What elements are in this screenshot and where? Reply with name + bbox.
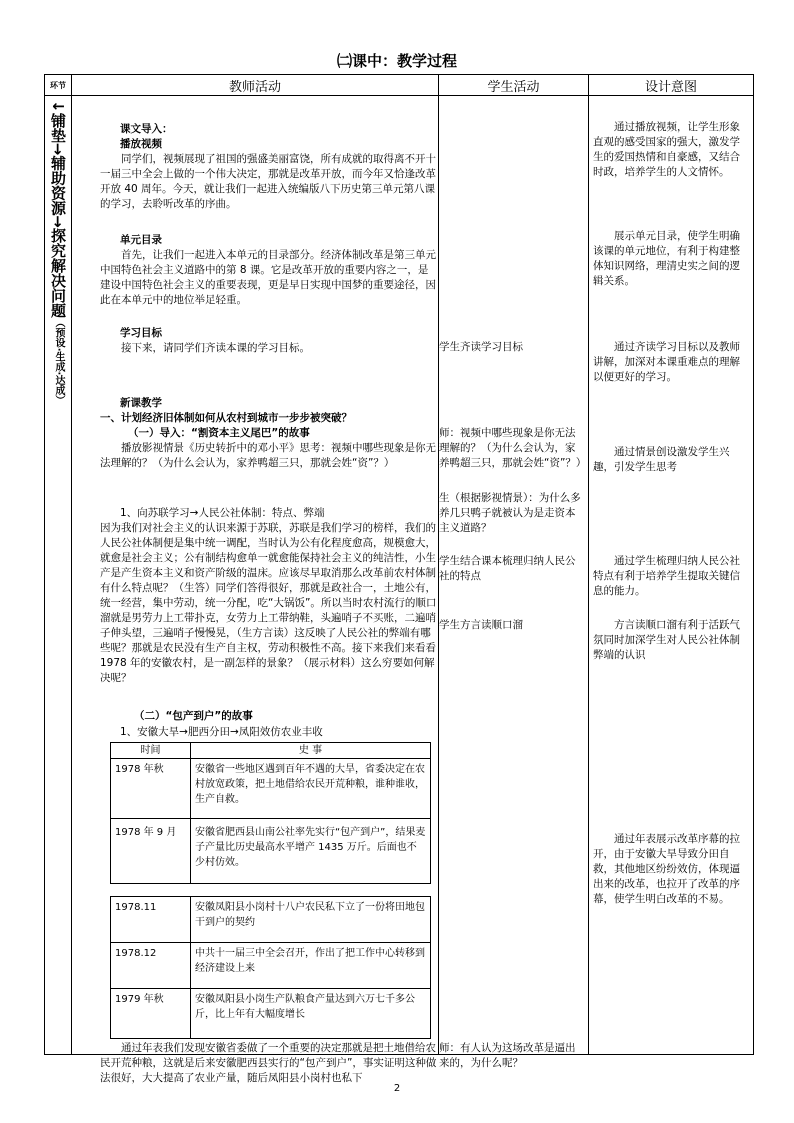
section-intro-title: 课文导入： [120, 123, 173, 135]
student-activity-4: 学生结合课本梳理归纳人民公社的特点 [439, 555, 576, 582]
design-intent-6: 方言读顺口溜有利于活跃气氛同时加深学生对人民公社体制弊端的认识 [593, 619, 740, 661]
row-time: 1978.12 [111, 943, 191, 989]
conclusion-paragraph: 通过年表我们发现安徽省委做了一个重要的决定那就是把土地借给农民开荒种粮，这就是后来安徽肥西县实行的“包产到户”，事实证明这种做法很好，大大提高了农业产量，随后凤阳县小岗村也私下 [100, 1042, 437, 1084]
table-row [111, 759, 431, 819]
question-heading: 一、计划经济旧体制如何从农村到城市一步步被突破？ [100, 412, 352, 424]
timeline-table-2 [110, 896, 431, 1039]
row-event: 安徽省肥西县山南公社率先实行“包产到户”，结果麦子产量比历史最高水平增产 1435 万斤。后面也不少村仿效。 [191, 819, 431, 884]
page-number: 2 [393, 1083, 401, 1094]
student-activity-3: 生（根据影视情景）：为什么多养几只鸭子就被认为是走资本主义道路？ [439, 492, 581, 534]
row-time: 1979 年秋 [111, 989, 191, 1039]
design-intent-7: 通过年表展示改革序幕的拉开，由于安徽大旱导致分田自救，其他地区纷纷效仿，体现逼出来的改革，也拉开了改革的序幕，使学生明白改革的不易。 [593, 833, 740, 905]
header-design: 设计意图 [589, 75, 754, 96]
student-cell [439, 96, 588, 1069]
commune-paragraph: 因为我们对社会主义的认识来源于苏联，苏联是我们学习的榜样，我们的人民公社体制便是集中统一调配，当时认为公有化程度愈高，规模愈大，就愈是社会主义；公有制结构愈单一就愈能保持社会主义的纯洁性，小生产是产生资本主义和资产阶级的温床。应该尽早取消那么改革前农村体制有什么特点呢？（生答）同学们答得很好，那就是政社合一，土地公有，统一经营，集中劳动，统一分配，吃“大锅饭”。所以当时农村流行的顺口溜就是男劳力上工带扑克，女劳力上工带纳鞋，头遍哨子不买账，二遍哨子伸头望，三遍哨子慢慢晃，（生方言读）这反映了人民公社的弊端有哪些呢？那就是农民没有生产自主权，劳动积极性不高。接下来我们来看看 1978 年的安徽农村，是一副怎样的景象？（展示材料）这么穷要如何解决呢？ [100, 522, 437, 684]
row-event: 安徽凤阳县小岗村十八户农民私下立了一份将田地包干到户的契约 [191, 897, 431, 943]
row-time: 1978 年 9 月 [111, 819, 191, 884]
design-cell [589, 96, 753, 1054]
design-intent-3: 通过齐读学习目标以及教师讲解，加深对本课重难点的理解以便更好的学习。 [593, 341, 740, 383]
intro-paragraph: 同学们，视频展现了祖国的强盛美丽富饶，所有成就的取得离不开十一届三中全会上做的一个伟大决定，那就是改革开放，而今年又恰逢改革开放 40 周年。今天，就让我们一起进入统编版八下历史第三单元第八课的学习，去聆听改革的序曲。 [100, 153, 436, 210]
table-row [111, 989, 431, 1039]
video-prompt: 播放影视情景《历史转折中的邓小平》思考：视频中哪些现象是你无法理解的？（为什么会认为，家养鸭超三只，那就会姓“资”？） [100, 442, 436, 469]
lesson-process-table [44, 74, 754, 1084]
design-intent-4: 通过情景创设激发学生兴趣，引发学生思考 [593, 446, 730, 473]
unit-paragraph: 首先，让我们一起进入本单元的目录部分。经济体制改革是第三单元中国特色社会主义道路中的第 8 课。它是改革开放的重要内容之一，是建设中国特色社会主义的重要表现，更是早日实现中国梦的重要途径，因此在本单元中的地位举足轻重。 [100, 249, 436, 306]
section-new-lesson-title: 新课教学 [120, 397, 162, 409]
design-intent-5: 通过学生梳理归纳人民公社特点有利于培养学生提取关键信息的能力。 [593, 555, 740, 597]
table-row [111, 897, 431, 943]
timeline-table-1 [110, 742, 431, 884]
header-teacher: 教师活动 [72, 75, 439, 96]
page-title: ㈡课中：教学过程 [336, 52, 457, 70]
timeline-header-event: 史 事 [191, 743, 431, 759]
row-event: 安徽凤阳县小岗生产队粮食产量达到六万七千多公斤，比上年有大幅度增长 [191, 989, 431, 1039]
timeline-header-time: 时间 [111, 743, 191, 759]
section-intro-sub: 播放视频 [120, 138, 162, 150]
student-activity-1: 学生齐读学习目标 [439, 341, 523, 353]
row-time: 1978.11 [111, 897, 191, 943]
goals-paragraph: 接下来，请同学们齐读本课的学习目标。 [121, 342, 310, 354]
phase-cell [45, 96, 71, 1054]
design-intent-2: 展示单元目录，使学生明确该课的单元地位，有利于构建整体知识网络，理清史实之间的逻辑关系。 [593, 230, 740, 287]
sub-heading-2: （二）“包产到户”的故事 [134, 710, 253, 722]
sub-heading-1: （一）导入：“割资本主义尾巴”的故事 [128, 427, 310, 439]
student-activity-2: 师：视频中哪些现象是你无法理解的？（为什么会认为，家养鸭超三只，那就会姓“资”？） [439, 427, 587, 469]
section-goals-title: 学习目标 [120, 327, 162, 339]
soviet-heading: 1、向苏联学习→人民公社体制：特点、弊端 [120, 507, 325, 519]
table-row [111, 943, 431, 989]
design-intent-1: 通过播放视频，让学生形象直观的感受国家的强大，激发学生的爱国热情和自豪感，又结合时政，培养学生的人文情怀。 [593, 121, 740, 178]
student-activity-6: 师：有人认为这场改革是逼出来的，为什么呢？ [439, 1042, 576, 1069]
section-unit-title: 单元目录 [120, 234, 162, 246]
row-event: 中共十一届三中全会召开，作出了把工作中心转移到经济建设上来 [191, 943, 431, 989]
header-phase: 环节 [45, 75, 72, 96]
phase-label: ↓铺垫→辅助资源→探究解决问题（预设·生成·达成） [49, 100, 67, 406]
anhui-heading: 1、安徽大旱→肥西分田→凤阳效仿农业丰收 [120, 726, 323, 738]
phase-sub-label: （预设·生成·达成） [53, 317, 64, 406]
student-activity-5: 学生方言读顺口溜 [439, 619, 523, 631]
row-event: 安徽省一些地区遇到百年不遇的大旱，省委决定在农村放宽政策，把土地借给农民开荒种粮，谁种谁收，生产自救。 [191, 759, 431, 819]
table-row [111, 819, 431, 884]
header-student: 学生活动 [439, 75, 589, 96]
row-time: 1978 年秋 [111, 759, 191, 819]
teacher-cell [72, 96, 438, 1084]
